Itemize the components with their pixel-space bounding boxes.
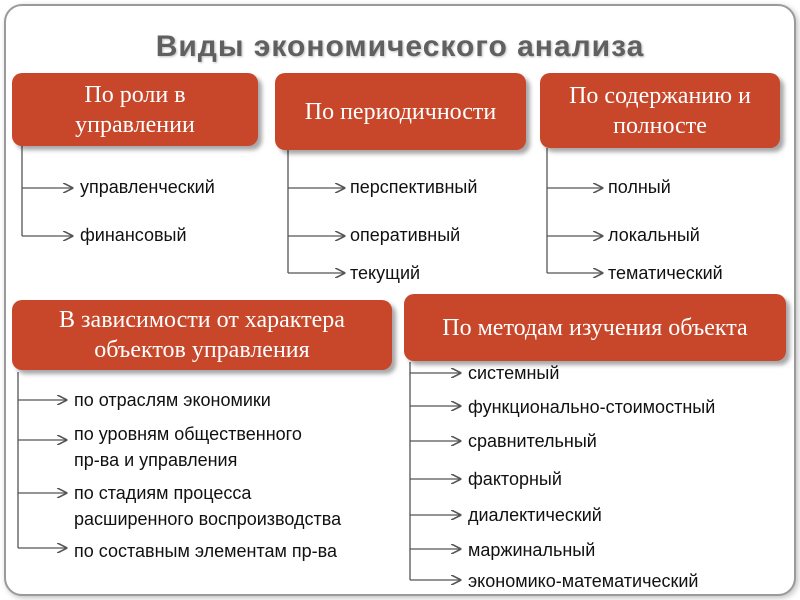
analysis-type-item: тематический xyxy=(608,263,723,283)
analysis-type-item: по составным элементам пр-ва xyxy=(74,541,338,561)
category-box-line: По содержанию и xyxy=(569,82,751,109)
analysis-type-item: перспективный xyxy=(350,177,478,197)
category-box-line: По периодичности xyxy=(304,98,497,125)
category-box-management-objects xyxy=(12,300,392,370)
analysis-type-item: по стадиям процесса xyxy=(74,483,252,503)
analysis-type-item: системный xyxy=(468,363,560,383)
category-box-line: По методам изучения объекта xyxy=(442,314,748,341)
category-box-study-methods xyxy=(404,294,786,361)
analysis-type-item: диалектический xyxy=(468,505,602,525)
category-box-periodicity xyxy=(275,73,526,150)
analysis-type-item: по уровням общественного xyxy=(74,424,302,444)
analysis-type-item: полный xyxy=(608,177,671,197)
analysis-type-item: финансовый xyxy=(80,225,187,245)
category-box-line: По роли в xyxy=(84,81,186,108)
analysis-type-item: управленческий xyxy=(80,177,215,197)
category-box-line: управлении xyxy=(75,111,195,138)
analysis-type-item: расширенного воспроизводства xyxy=(74,509,342,529)
diagram-title: Виды экономического анализа xyxy=(155,30,645,63)
analysis-type-item: экономико-математический xyxy=(468,571,699,591)
analysis-type-item: пр-ва и управления xyxy=(74,450,238,470)
category-box-role xyxy=(12,73,258,146)
analysis-type-item: по отраслям экономики xyxy=(74,390,271,410)
analysis-type-item: функционально-стоимостный xyxy=(468,397,716,417)
analysis-type-item: маржинальный xyxy=(468,540,596,560)
category-box-line: объектов управления xyxy=(94,337,310,363)
analysis-type-item: сравнительный xyxy=(468,431,597,451)
analysis-type-item: оперативный xyxy=(350,225,461,245)
category-box-content xyxy=(540,73,780,148)
analysis-type-item: текущий xyxy=(350,263,421,283)
analysis-type-item: локальный xyxy=(608,225,700,245)
category-box-line: полносте xyxy=(613,112,707,139)
analysis-type-item: факторный xyxy=(468,469,562,489)
category-box-line: В зависимости от характера xyxy=(59,307,345,333)
